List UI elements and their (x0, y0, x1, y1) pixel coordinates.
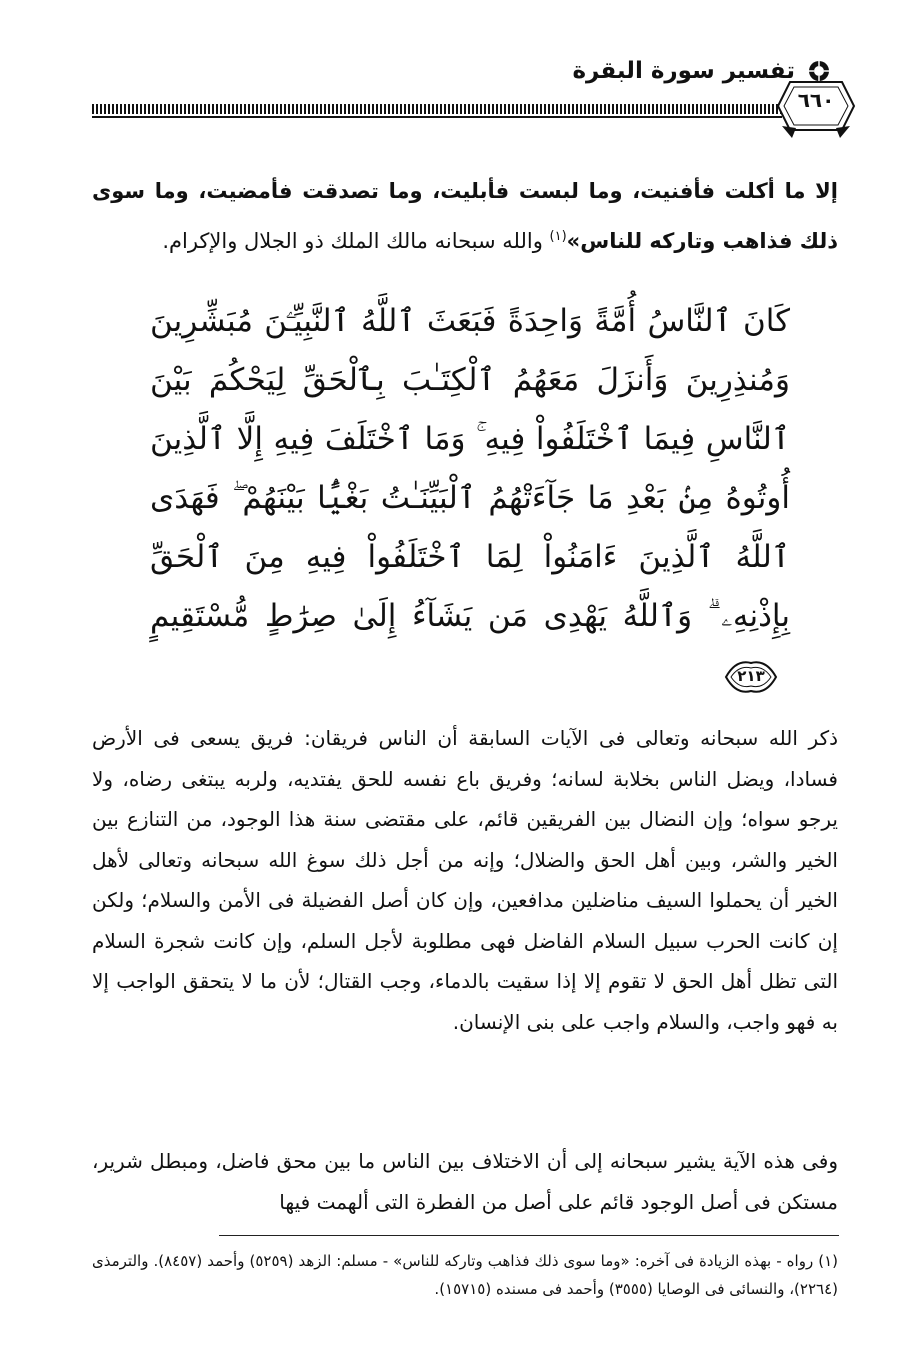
intro-quote: إلا ما أكلت فأفنيت، وما لبست فأبليت، وما تصدقت فأمضيت، وما سوى ذلك فذاهب وتاركه للناس» (92, 179, 838, 253)
verse-text: كَانَ ٱلنَّاسُ أُمَّةً وَاحِدَةً فَبَعَثَ ٱللَّهُ ٱلنَّبِيِّـۧنَ مُبَشِّرِينَ وَمُنذِرِينَ وَأَنزَلَ مَعَهُمُ ٱلْكِتَـٰبَ بِٱلْحَقِّ لِيَحْكُمَ بَيْنَ ٱلنَّاسِ فِيمَا ٱخْتَلَفُواْ فِيهِ ۚ وَمَا ٱخْتَلَفَ فِيهِ إِلَّا ٱلَّذِينَ أُوتُوهُ مِنۢ بَعْدِ مَا جَآءَتْهُمُ ٱلْبَيِّنَـٰتُ بَغْيًۢا بَيْنَهُمْ ۖ فَهَدَى ٱللَّهُ ٱلَّذِينَ ءَامَنُواْ لِمَا ٱخْتَلَفُواْ فِيهِ مِنَ ٱلْحَقِّ بِإِذْنِهِۦ ۗ وَٱللَّهُ يَهْدِى مَن يَشَآءُ إِلَىٰ صِرَٰطٍ مُّسْتَقِيمٍ (150, 303, 790, 634)
header-rule-line (92, 116, 782, 118)
intro-closing: والله سبحانه مالك الملك ذو الجلال والإكرام. (162, 229, 550, 253)
body-paragraph-2: وفى هذه الآية يشير سبحانه إلى أن الاختلاف بين الناس ما بين محق فاضل، ومبطل شرير، مستكن فى أصل الوجود قائم على أصل من الفطرة التى ألهمت فيها (92, 1149, 838, 1214)
verse-number: ٢١٣ (737, 667, 765, 685)
running-header (431, 58, 831, 84)
verse-number-medallion-icon (722, 657, 780, 697)
header-title: تفسير سورة البقرة (572, 58, 795, 84)
page-number: ٦٦٠ (797, 88, 835, 112)
quran-verse (150, 292, 790, 705)
footnote-ref: (١) (549, 229, 567, 244)
body-paragraph-1: ذكر الله سبحانه وتعالى فى الآيات السابقة أن الناس فريقان: فريق يسعى فى الأرض فسادا، ويضل الناس بخلابة لسانه؛ وفريق باع نفسه للحق يفتديه، ولربه يبتغى رضاه، ولا يرجو سواه؛ وإن النضال بين الفريقين قائم، على مقتضى سنة هذا الوجود، من التنازع بين الخير والشر، وبين أهل الحق والضلال؛ وإنه من أجل ذلك سوغ الله سبحانه وتعالى لأهل الخير أن يحملوا السيف مناضلين مدافعين، وإن كان أصل الفضيلة فى الأمن والسلام؛ ولكن إن كانت الحرب سبيل السلام الفاضل فهى مطلوبة لأجل السلم، وإن كانت شجرة السلام التى تظل أهل الحق لا تقوم إلا إذا سقيت بالدماء، وجب القتال؛ لأن ما لا يتحقق الواجب إلا به فهو واجب، والسلام واجب على بنى الإنسان. (92, 726, 838, 1034)
intro-paragraph (92, 168, 838, 264)
header-rule-pattern (92, 104, 782, 114)
footnote: (١) رواه - بهذه الزيادة فى آخره: «وما سوى ذلك فذاهب وتاركه للناس» - مسلم: الزهد (٥٢٥٩) وأحمد (٨٤٥٧). والترمذى (٢٢٦٤)، والنسائى فى الوصايا (٣٥٥٥) وأحمد فى مسنده (١٥٧١٥). (92, 1252, 838, 1298)
footnote-divider (219, 1235, 839, 1236)
